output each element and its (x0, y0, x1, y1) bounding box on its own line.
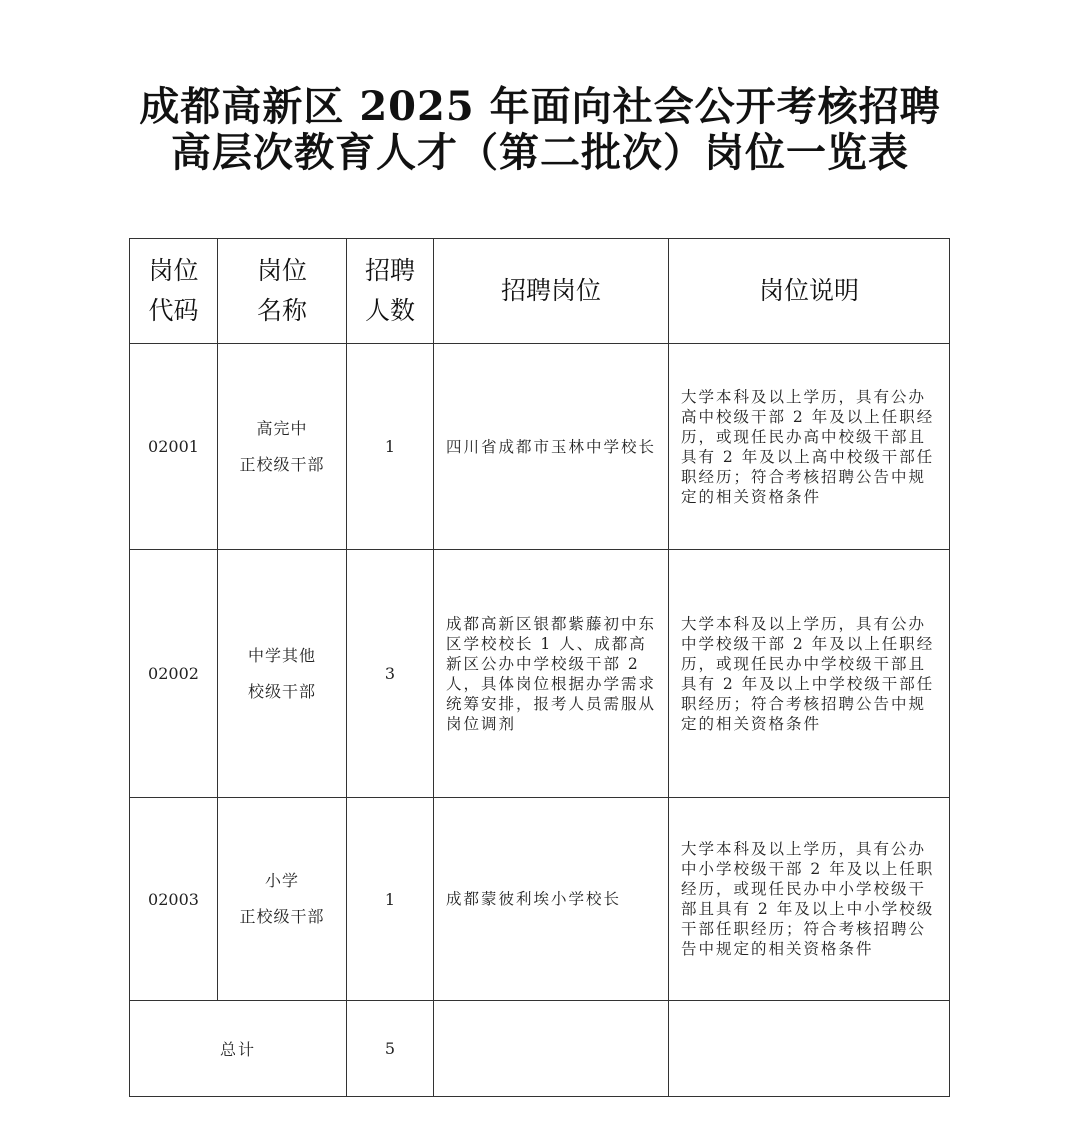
total-empty-position (434, 1001, 669, 1097)
row-code: 02003 (130, 798, 218, 1001)
page-title-line-1: 成都高新区 2025 年面向社会公开考核招聘 (139, 83, 941, 130)
row-code: 02001 (130, 344, 218, 550)
positions-table (129, 238, 950, 1097)
row-hiring-position: 四川省成都市玉林中学校长 (434, 344, 669, 550)
row-description: 大学本科及以上学历，具有公办中小学校级干部 2 年及以上任职经历，或现任民办中小学校级干部且具有 2 年及以上中小学校级干部任职经历；符合考核招聘公告中规定的相关资格条件 (669, 798, 950, 1001)
row-count: 1 (347, 798, 434, 1001)
total-count: 5 (347, 1001, 434, 1097)
row-count: 3 (347, 550, 434, 798)
row-position-name: 小学 正校级干部 (218, 798, 347, 1001)
row-description: 大学本科及以上学历，具有公办中学校级干部 2 年及以上任职经历，或现任民办中学校级干部且具有 2 年及以上中学校级干部任职经历；符合考核招聘公告中规定的相关资格条件 (669, 550, 950, 798)
header-position-description: 岗位说明 (669, 239, 950, 344)
total-label: 总计 (130, 1001, 347, 1097)
header-position-code: 岗位 代码 (130, 239, 218, 344)
table-row (130, 550, 950, 798)
page-title-line-2: 高层次教育人才（第二批次）岗位一览表 (171, 129, 909, 176)
row-position-name: 高完中 正校级干部 (218, 344, 347, 550)
row-description: 大学本科及以上学历，具有公办高中校级干部 2 年及以上任职经历，或现任民办高中校级干部且具有 2 年及以上高中校级干部任职经历；符合考核招聘公告中规定的相关资格条件 (669, 344, 950, 550)
table-header-row (130, 239, 950, 344)
total-empty-description (669, 1001, 950, 1097)
table-row (130, 798, 950, 1001)
row-code: 02002 (130, 550, 218, 798)
table-total-row (130, 1001, 950, 1097)
header-hiring-count: 招聘 人数 (347, 239, 434, 344)
header-hiring-position: 招聘岗位 (434, 239, 669, 344)
row-hiring-position: 成都高新区银都紫藤初中东区学校校长 1 人、成都高新区公办中学校级干部 2 人，具体岗位根据办学需求统筹安排，报考人员需服从岗位调剂 (434, 550, 669, 798)
table-row (130, 344, 950, 550)
row-hiring-position: 成都蒙彼利埃小学校长 (434, 798, 669, 1001)
row-count: 1 (347, 344, 434, 550)
row-position-name: 中学其他 校级干部 (218, 550, 347, 798)
header-position-name: 岗位 名称 (218, 239, 347, 344)
